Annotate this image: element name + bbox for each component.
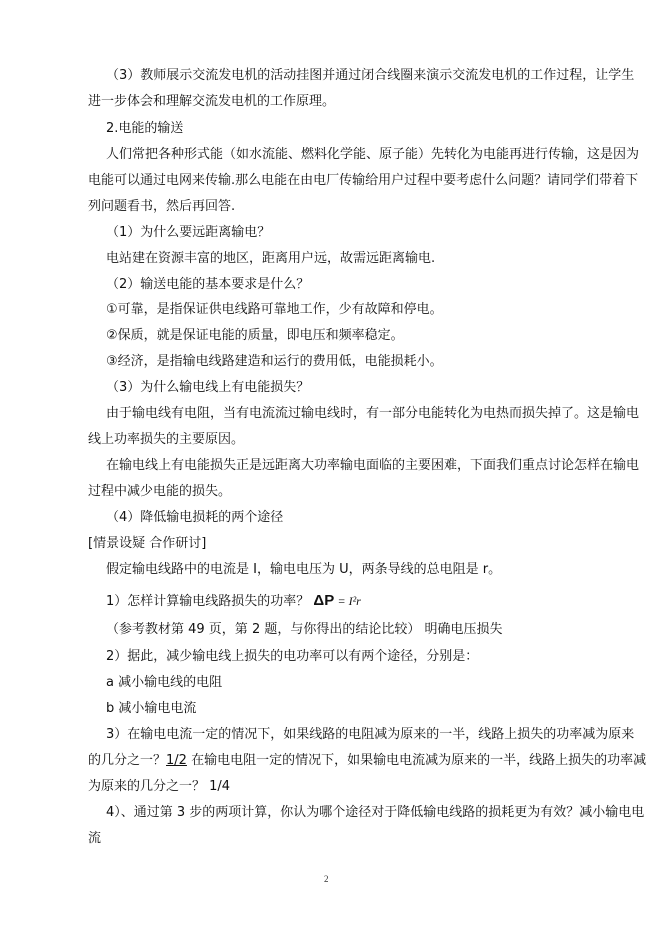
power-loss-formula	[313, 593, 360, 608]
formula-rest: = I²r	[337, 594, 361, 608]
list-item: ②保质，就是保证电能的质量，即电压和频率稳定。	[106, 328, 404, 343]
question-line: （3）为什么输电线上有电能损失？	[106, 380, 310, 395]
paragraph-line: 人们常把各种形式能（如水流能、燃料化学能、原子能）先转化为电能再进行传输，这是因为	[106, 147, 640, 162]
q3b-prefix: 的几分之一？	[88, 753, 167, 768]
question-1-line	[106, 593, 361, 610]
answer-line: 电站建在资源丰富的地区，距离用户远，故需远距离输电.	[106, 251, 436, 266]
question-line: （4）降低输电损耗的两个途径	[106, 510, 284, 525]
paragraph-line: 假定输电线路中的电流是 I，输电电压为 U，两条导线的总电阻是 r。	[106, 562, 502, 577]
answer-line: 为原来的几分之一？ 1/4	[88, 779, 231, 794]
paragraph-line: 电能可以通过电网来传输.那么电能在由电厂传输给用户过程中要考虑什么问题？请同学们带着下	[88, 173, 639, 188]
question-line: （1）为什么要远距离输电？	[106, 225, 271, 240]
question-1-text: 1）怎样计算输电线路损失的功率？	[106, 594, 310, 609]
paragraph-line: 线上功率损失的主要原因。	[88, 432, 245, 447]
section-heading: 2.电能的输送	[106, 121, 184, 136]
reference-line: （参考教材第 49 页，第 2 题，与你得出的结论比较） 明确电压损失	[106, 622, 503, 637]
paragraph-line: 流	[88, 831, 102, 846]
page-number: 2	[324, 874, 329, 884]
list-item: ①可靠，是指保证供电线路可靠地工作，少有故障和停电。	[106, 302, 443, 317]
question-line: （2）输送电能的基本要求是什么？	[106, 277, 310, 292]
paragraph-line: 由于输电线有电阻，当有电流流过输电线时，有一部分电能转化为电热而损失掉了。这是输电	[106, 406, 640, 421]
paragraph-line: 进一步体会和理解交流发电机的工作原理。	[88, 94, 336, 109]
paragraph-line: （3）教师展示交流发电机的活动挂图并通过闭合线圈来演示交流发电机的工作过程，让学生	[106, 68, 635, 83]
paragraph-line: 4）、通过第 3 步的两项计算，你认为哪个途径对于降低输电线路的损耗更为有效？减小输电电	[106, 805, 645, 820]
question-3b-line	[88, 753, 646, 769]
paragraph-line: 在输电线上有电能损失正是远距离大功率输电面临的主要困难，下面我们重点讨论怎样在输电	[106, 458, 640, 473]
paragraph-line: [情景设疑 合作研讨]	[88, 536, 207, 551]
list-item: ③经济，是指输电线路建造和运行的费用低，电能损耗小。	[106, 354, 443, 369]
list-item: a 减小输电线的电阻	[106, 675, 223, 690]
paragraph-line: 列问题看书，然后再回答.	[88, 199, 236, 214]
list-item: b 减小输电电流	[106, 701, 197, 716]
paragraph-line: 3）在输电电流一定的情况下，如果线路的电阻减为原来的一半，线路上损失的功率减为原来	[106, 727, 635, 742]
q3b-answer: 1/2	[166, 753, 187, 768]
formula-delta-p: ΔP	[313, 592, 335, 609]
paragraph-line: 2）据此，减少输电线上损失的电功率可以有两个途径，分别是：	[106, 649, 479, 664]
q3b-suffix: 在输电电阻一定的情况下，如果输电电流减为原来的一半，线路上损失的功率减	[186, 753, 647, 768]
paragraph-line: 过程中减少电能的损失。	[88, 484, 232, 499]
